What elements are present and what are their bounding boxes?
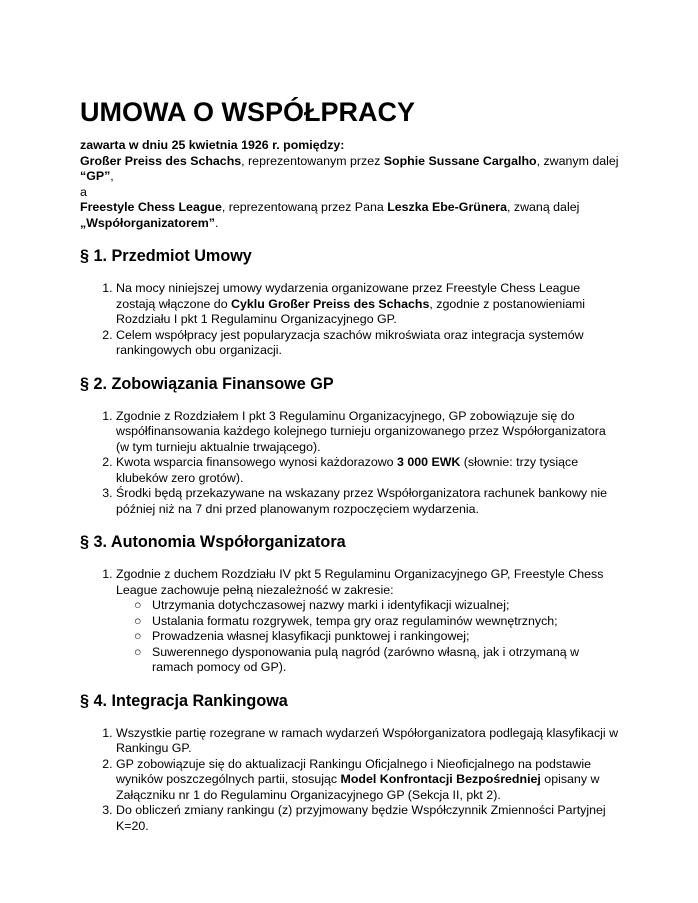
list-item: 1. Na mocy niniejszej umowy wydarzenia organizowane przez Freestyle Chess League zostają włączone do Cyklu Großer Preiss des Schachs, zgodnie z postanowieniami Rozdziału I pkt 1 Regulaminu Organizacyjnego GP.: [116, 281, 620, 328]
section-3-heading: § 3. Autonomia Współorganizatora: [80, 533, 346, 551]
list-item: 1. Wszystkie partię rozegrane w ramach wydarzeń Współorganizatora podlegają klasyfikacji w Rankingu GP.: [116, 726, 620, 757]
section-2-list: [80, 409, 620, 518]
circle-bullet-icon: ○: [134, 613, 142, 628]
section-3-sublist: [116, 598, 620, 676]
section-3: [80, 532, 620, 676]
section-4-heading: § 4. Integracja Rankingowa: [80, 691, 288, 710]
section-1: [80, 246, 620, 359]
list-item: 2. Celem współpracy jest popularyzacja szachów mikroświata oraz integracja systemów rankingowych obu organizacji.: [116, 328, 620, 359]
contract-date-line: zawarta w dniu 25 kwietnia 1926 r. pomiędzy:: [80, 138, 345, 152]
circle-bullet-icon: ○: [134, 644, 142, 659]
list-item: 1. Zgodnie z duchem Rozdziału IV pkt 5 Regulaminu Organizacyjnego GP, Freestyle Chess League zachowuje pełną niezależność w zakresie: ○ Utrzymania dotychczasowej nazwy marki i identyfikacji wizualnej; ○ Ustalania formatu rozgrywek, tempa gry oraz regulaminów wewnętrznych; ○ Prowadzenia własnej klasyfikacji punktowej i rankingowej; ○ Suwerennego dysponowania pulą nagród (zarówno własną, jak i otrzymaną w ramach pomocy od GP).: [116, 567, 620, 676]
sublist-item: ○ Ustalania formatu rozgrywek, tempa gry oraz regulaminów wewnętrznych;: [134, 613, 558, 628]
sublist-item: ○ Utrzymania dotychczasowej nazwy marki i identyfikacji wizualnej;: [134, 598, 510, 612]
list-item: 1. Zgodnie z Rozdziałem I pkt 3 Regulaminu Organizacyjnego, GP zobowiązuje się do współfinansowania każdego kolejnego turnieju organizowanego przez Współorganizatora (w tym turnieju aktualnie trwającego).: [116, 409, 620, 456]
conjunction: a: [80, 184, 87, 199]
document-body: [80, 96, 620, 834]
circle-bullet-icon: ○: [134, 629, 142, 643]
list-item: 3. Środki będą przekazywane na wskazany przez Współorganizatora rachunek bankowy nie później niż na 7 dni przed planowanym rozpoczęciem wydarzenia.: [116, 486, 620, 517]
section-1-list: [80, 281, 620, 359]
section-1-heading: § 1. Przedmiot Umowy: [80, 247, 252, 265]
contract-parties: [80, 138, 620, 231]
party-2-line: Freestyle Chess League, reprezentowaną przez Pana Leszka Ebe-Grünera, zwaną dalej „Współorganizatorem”.: [80, 200, 580, 230]
circle-bullet-icon: ○: [134, 598, 142, 612]
list-item: 3. Do obliczeń zmiany rankingu (z) przyjmowany będzie Współczynnik Zmienności Partyjnej K=20.: [116, 803, 620, 834]
section-3-list: [80, 567, 620, 676]
sublist-item: ○ Suwerennego dysponowania pulą nagród (zarówno własną, jak i otrzymaną w ramach pomocy od GP).: [134, 644, 580, 674]
section-2-heading: § 2. Zobowiązania Finansowe GP: [80, 374, 334, 393]
section-4-list: [80, 726, 620, 835]
list-item: 2. GP zobowiązuje się do aktualizacji Rankingu Oficjalnego i Nieoficjalnego na podstawie wyników poszczególnych partii, stosując Model Konfrontacji Bezpośredniej opisany w Załączniku nr 1 do Regulaminu Organizacyjnego GP (Sekcja II, pkt 2).: [116, 757, 620, 804]
document-title: UMOWA O WSPÓŁPRACY: [80, 97, 415, 127]
list-item: 2. Kwota wsparcia finansowego wynosi każdorazowo 3 000 EWK (słownie: trzy tysiące klubeków zero grotów).: [116, 455, 620, 486]
section-4: [80, 691, 620, 835]
party-1-line: Großer Preiss des Schachs, reprezentowanym przez Sophie Sussane Cargalho, zwanym dalej “GP”,: [80, 153, 619, 183]
sublist-item: ○ Prowadzenia własnej klasyfikacji punktowej i rankingowej;: [134, 629, 470, 643]
section-2: [80, 374, 620, 518]
